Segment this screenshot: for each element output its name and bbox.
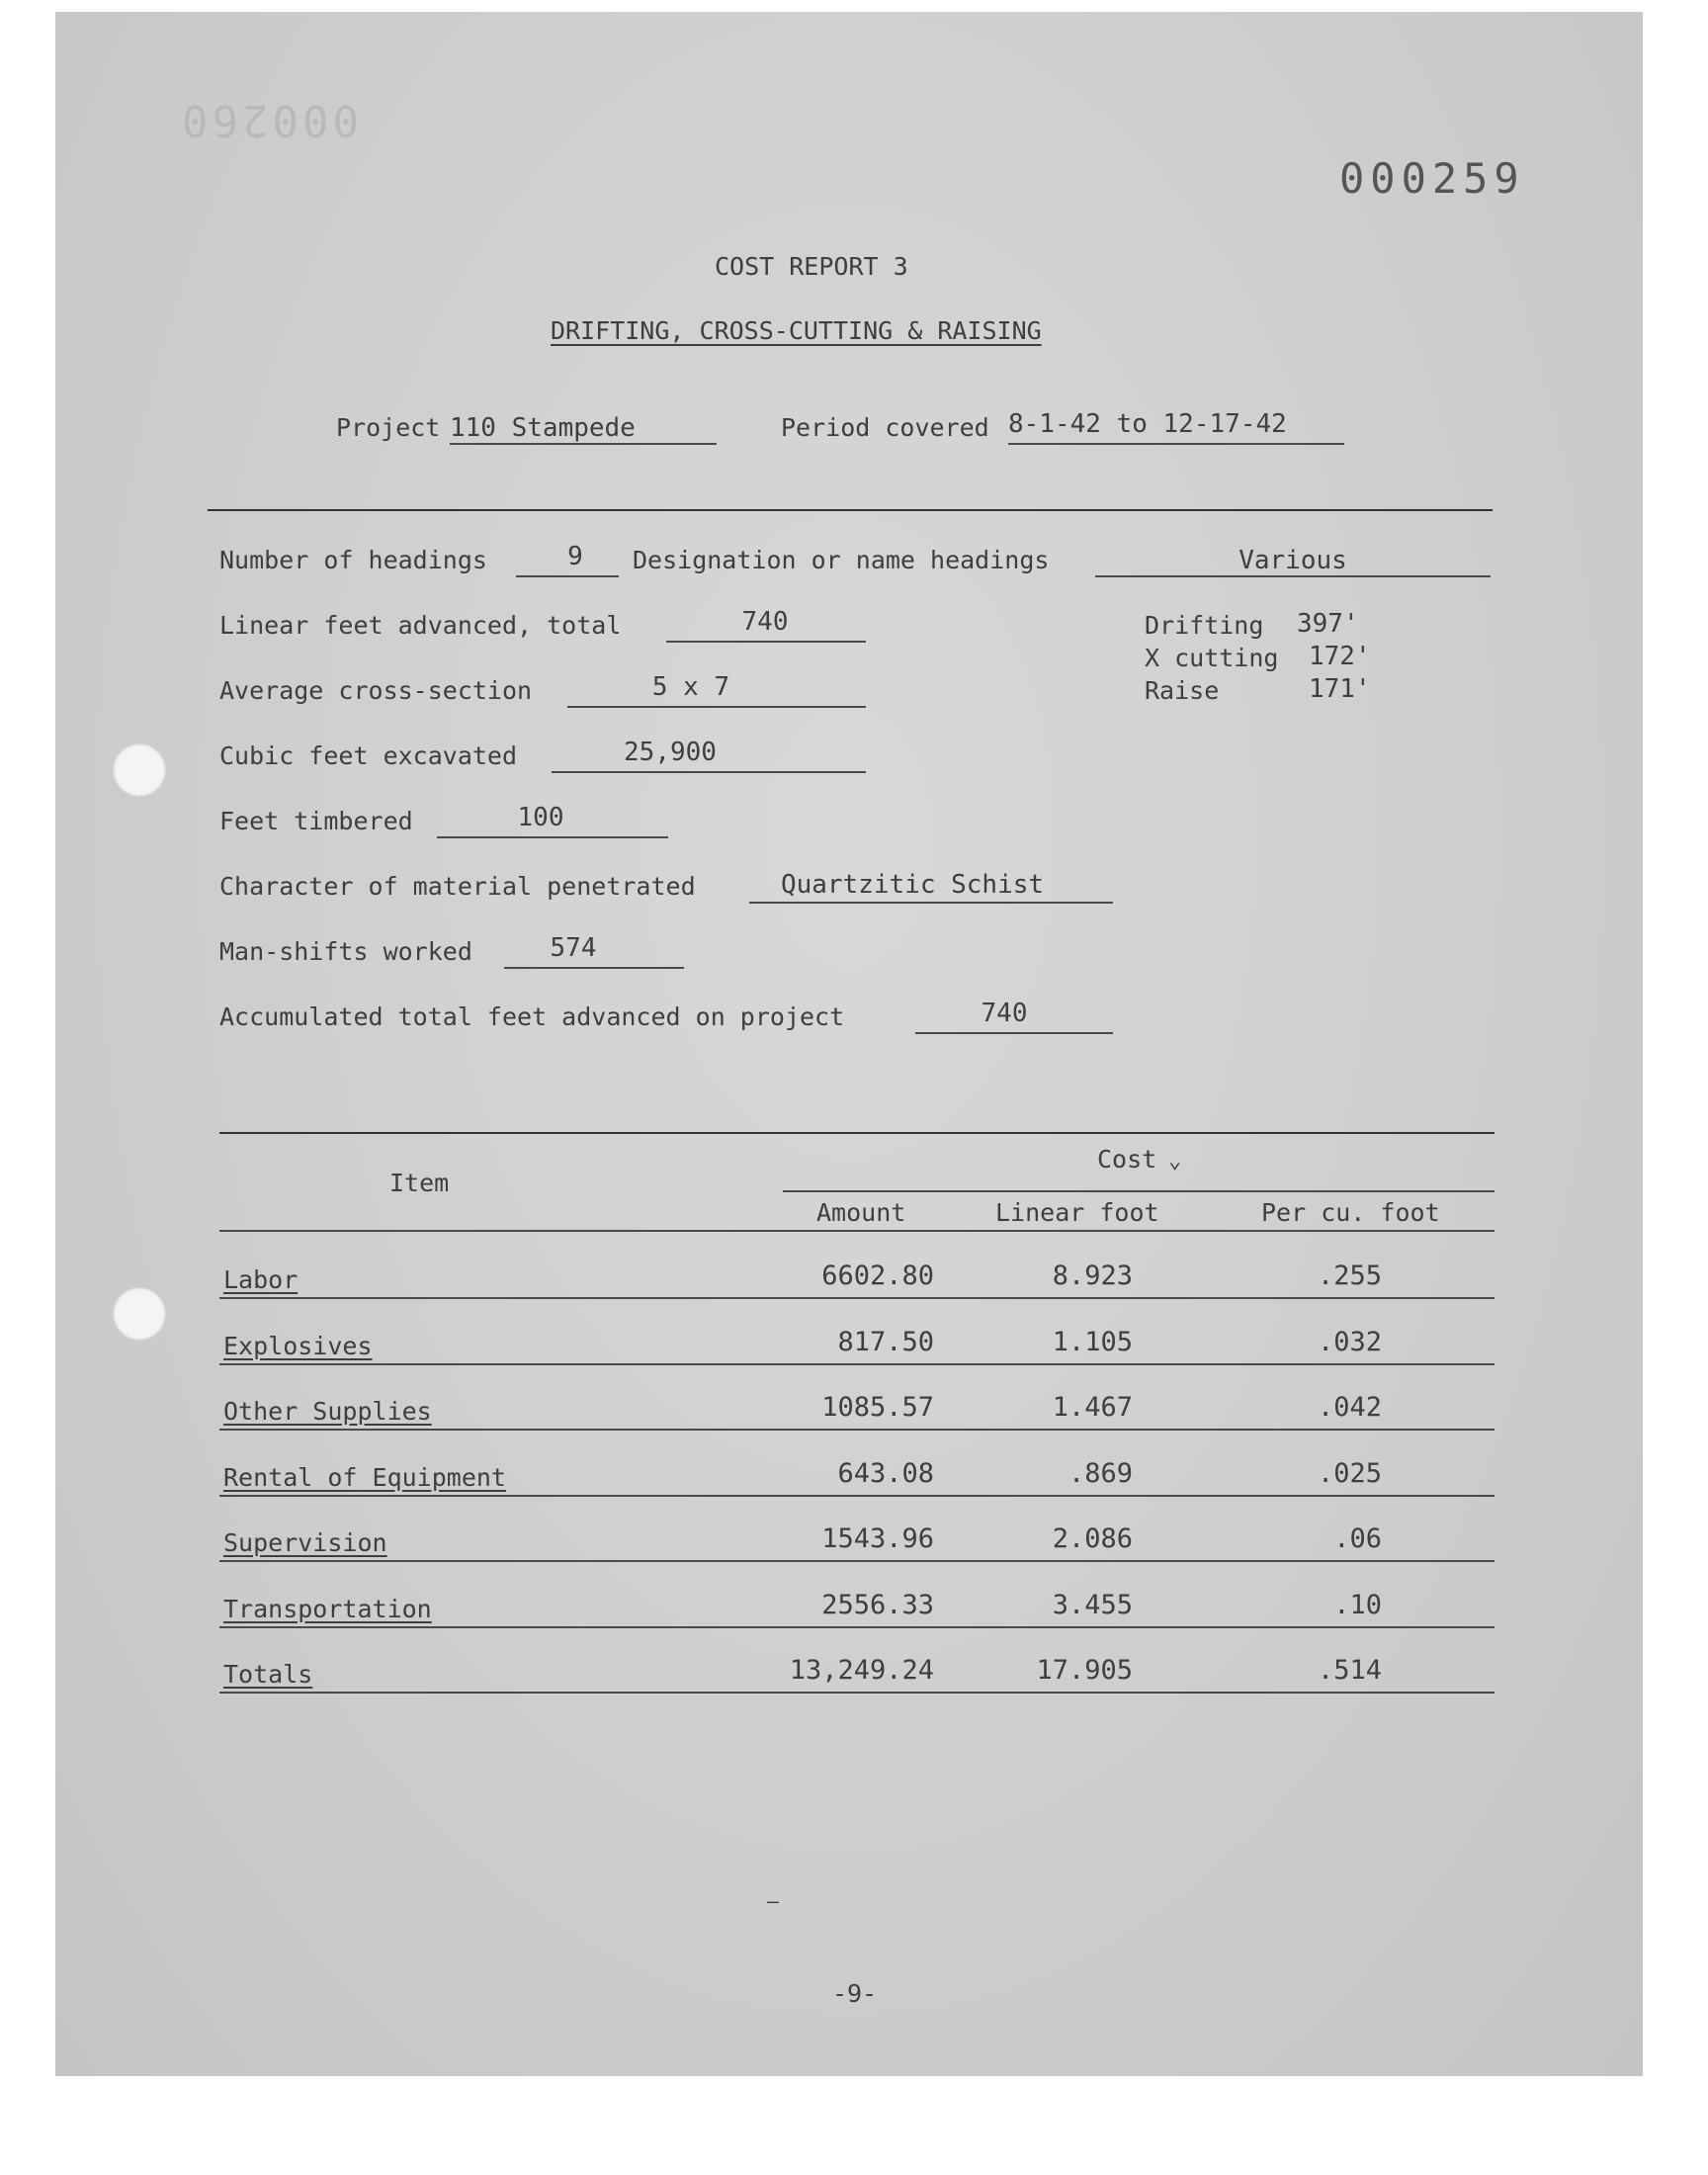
designation-label: Designation or name headings — [633, 546, 1050, 574]
table-row-cu: .032 — [1317, 1327, 1382, 1357]
table-row-item: Labor — [223, 1265, 299, 1294]
table-row-linear: 1.105 — [1052, 1327, 1133, 1357]
cross-section-label: Average cross-section — [219, 676, 533, 705]
man-shifts-label: Man-shifts worked — [219, 937, 472, 966]
table-row-linear: 2.086 — [1052, 1523, 1133, 1554]
cross-section-underline — [567, 706, 866, 708]
punch-hole-bottom — [113, 1287, 166, 1341]
table-row-amount: 6602.80 — [821, 1261, 934, 1291]
cubic-feet-label: Cubic feet excavated — [219, 741, 518, 770]
project-label: Project — [336, 413, 441, 442]
report-subtitle: DRIFTING, CROSS-CUTTING & RAISING — [551, 316, 1042, 345]
table-row-cu: .255 — [1317, 1261, 1382, 1291]
accumulated-value: 740 — [981, 999, 1028, 1028]
period-value: 8-1-42 to 12-17-42 — [1008, 409, 1287, 439]
table-row-linear: .869 — [1068, 1458, 1133, 1489]
linear-feet-label: Linear feet advanced, total — [219, 611, 622, 640]
table-row-underline — [219, 1363, 1494, 1365]
table-row-item: Rental of Equipment — [223, 1463, 506, 1492]
cost-header-mark: ⌄ — [1168, 1149, 1182, 1174]
man-shifts-value: 574 — [550, 933, 597, 963]
man-shifts-underline — [504, 967, 684, 969]
project-value: 110 Stampede — [450, 413, 636, 443]
table-row-item: Explosives — [223, 1332, 373, 1360]
linear-feet-underline — [666, 641, 866, 643]
table-row-cu: .514 — [1317, 1655, 1382, 1686]
table-row-underline — [219, 1560, 1494, 1562]
table-row-linear: 8.923 — [1052, 1261, 1133, 1291]
feet-timbered-label: Feet timbered — [219, 807, 413, 835]
project-underline — [450, 443, 717, 445]
stray-mark: – — [767, 1889, 780, 1913]
table-row-item: Supervision — [223, 1528, 387, 1557]
headings-value: 9 — [567, 542, 583, 571]
table-row-item: Other Supplies — [223, 1397, 432, 1426]
cross-section-value: 5 x 7 — [651, 672, 730, 702]
cubic-feet-underline — [552, 771, 866, 773]
table-row-underline — [219, 1495, 1494, 1497]
drifting-label: Drifting — [1145, 611, 1264, 640]
material-underline — [749, 902, 1113, 904]
cost-header-rule — [783, 1190, 1494, 1192]
document-number-stamp: 000259 — [1339, 154, 1525, 203]
accumulated-label: Accumulated total feet advanced on project — [219, 1002, 845, 1031]
item-column-header: Item — [389, 1169, 450, 1197]
table-row-linear: 17.905 — [1036, 1655, 1133, 1686]
table-row-amount: 643.08 — [837, 1458, 934, 1489]
x-cutting-label: X cutting — [1145, 644, 1279, 672]
linear-feet-value: 740 — [741, 607, 789, 637]
amount-column-header: Amount — [816, 1198, 906, 1227]
period-underline — [1008, 443, 1344, 445]
raise-value: 171' — [1309, 674, 1371, 704]
table-row-underline — [219, 1297, 1494, 1299]
raise-label: Raise — [1145, 676, 1220, 705]
feet-timbered-value: 100 — [517, 803, 564, 832]
material-label: Character of material penetrated — [219, 872, 696, 901]
cubic-feet-value: 25,900 — [624, 738, 717, 767]
feet-timbered-underline — [437, 836, 668, 838]
table-row-cu: .06 — [1333, 1523, 1382, 1554]
designation-value: Various — [1238, 546, 1347, 575]
headings-label: Number of headings — [219, 546, 487, 574]
table-row-cu: .10 — [1333, 1590, 1382, 1620]
designation-underline — [1095, 575, 1491, 577]
table-row-linear: 1.467 — [1052, 1392, 1133, 1423]
drifting-value: 397' — [1297, 609, 1359, 639]
table-row-underline — [219, 1429, 1494, 1431]
punch-hole-top — [113, 743, 166, 797]
page-number: -9- — [832, 1979, 878, 2008]
per-cu-foot-column-header: Per cu. foot — [1261, 1198, 1440, 1227]
period-label: Period covered — [781, 413, 989, 442]
ghost-stamp-number: 000260 — [178, 95, 359, 145]
header-divider — [208, 509, 1493, 511]
table-row-linear: 3.455 — [1052, 1590, 1133, 1620]
report-title: COST REPORT 3 — [715, 252, 908, 281]
table-header-underline — [219, 1230, 1494, 1232]
headings-underline — [516, 575, 619, 577]
table-row-amount: 2556.33 — [821, 1590, 934, 1620]
linear-foot-column-header: Linear foot — [995, 1198, 1159, 1227]
cost-header: Cost — [1097, 1145, 1157, 1174]
table-row-amount: 13,249.24 — [789, 1655, 934, 1686]
table-row-amount: 1085.57 — [821, 1392, 934, 1423]
table-row-item: Totals — [223, 1660, 313, 1689]
table-row-amount: 817.50 — [837, 1327, 934, 1357]
table-row-underline — [219, 1626, 1494, 1628]
table-row-cu: .042 — [1317, 1392, 1382, 1423]
x-cutting-value: 172' — [1309, 642, 1371, 671]
table-row-cu: .025 — [1317, 1458, 1382, 1489]
material-value: Quartzitic Schist — [780, 870, 1045, 900]
table-row-amount: 1543.96 — [821, 1523, 934, 1554]
accumulated-underline — [915, 1032, 1113, 1034]
table-row-item: Transportation — [223, 1595, 432, 1623]
table-row-underline — [219, 1692, 1494, 1694]
table-top-divider — [219, 1132, 1494, 1134]
